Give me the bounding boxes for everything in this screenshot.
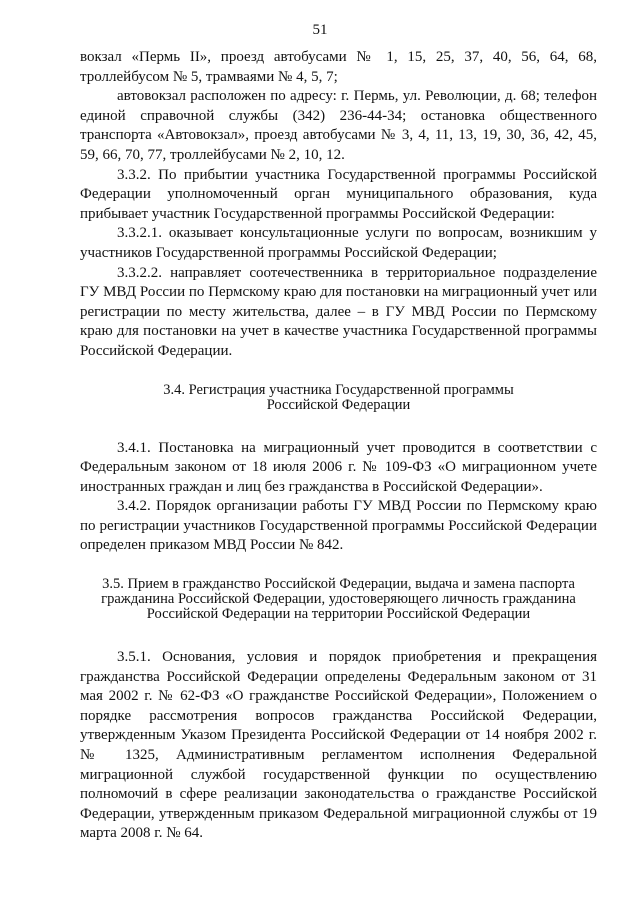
paragraph-bus-station: автовокзал расположен по адресу: г. Пермь, ул. Революции, д. 68; телефон единой справочной службы (342) 236-44-34; остановка общественного транспорта «Автовокзал», проезд автобусами № 3, 4, 11, 13, 19, 30, 36, 42, 45, 59, 66, 70, 77, троллейбусами № 2, 10, 12. (80, 88, 597, 163)
paragraph-3-3-2-1: 3.3.2.1. оказывает консультационные услуги по вопросам, возникшим у участников Государственной программы Российской Федерации; (80, 225, 597, 261)
paragraph-transport-station: вокзал «Пермь II», проезд автобусами № 1, 15, 25, 37, 40, 56, 64, 68, троллейбусом № 5, трамваями № 4, 5, 7; (80, 49, 597, 85)
document-body (80, 48, 597, 844)
paragraph-3-4-2: 3.4.2. Порядок организации работы ГУ МВД России по Пермскому краю по регистрации участников Государственной программы Российской Федерации определен приказом МВД России № 842. (80, 498, 597, 554)
section-3-4-heading (80, 383, 597, 413)
section-3-4-heading-line2: Российской Федерации (266, 396, 411, 413)
section-3-5-heading-line1: 3.5. Прием в гражданство Российской Федерации, выдача и замена паспорта (102, 576, 575, 593)
section-3-5-heading-line2: гражданина Российской Федерации, удостоверяющего личность гражданина (101, 591, 576, 608)
paragraph-3-5-1: 3.5.1. Основания, условия и порядок приобретения и прекращения гражданства Российской Федерации определены Федеральным законом от 31 мая 2002 г. № 62-ФЗ «О гражданстве Российской Федерации», Положением о порядке рассмотрения вопросов гражданства Российской Федерации, утвержденным Указом Президента Российской Федерации от 14 ноября 2002 г. № 1325, Административным регламентом исполнения Федеральной миграционной службой государственной функции по осуществлению полномочий в сфере реализации законодательства о гражданстве Российской Федерации, утвержденным приказом Федеральной миграционной службы от 19 марта 2008 г. № 64. (80, 649, 597, 842)
section-3-5-heading-line3: Российской Федерации на территории Российской Федерации (146, 606, 531, 623)
section-3-4-heading-line1: 3.4. Регистрация участника Государственной программы (163, 381, 514, 398)
section-3-5-heading (80, 577, 597, 622)
paragraph-3-3-2-2: 3.3.2.2. направляет соотечественника в территориальное подразделение ГУ МВД России по Пермскому краю для постановки на миграционный учет или регистрации по месту жительства, далее – в ГУ МВД России по Пермскому краю для постановки на учет в качестве участника Государственной программы Российской Федерации. (80, 264, 597, 359)
page-number: 51 (312, 22, 328, 38)
paragraph-3-3-2: 3.3.2. По прибытии участника Государственной программы Российской Федерации уполномоченный орган муниципального образования, куда прибывает участник Государственной программы Российской Федерации: (80, 166, 597, 222)
paragraph-3-4-1: 3.4.1. Постановка на миграционный учет проводится в соответствии с Федеральным законом от 18 июля 2006 г. № 109-ФЗ «О миграционном учете иностранных граждан и лиц без гражданства в Российской Федерации». (80, 439, 597, 495)
